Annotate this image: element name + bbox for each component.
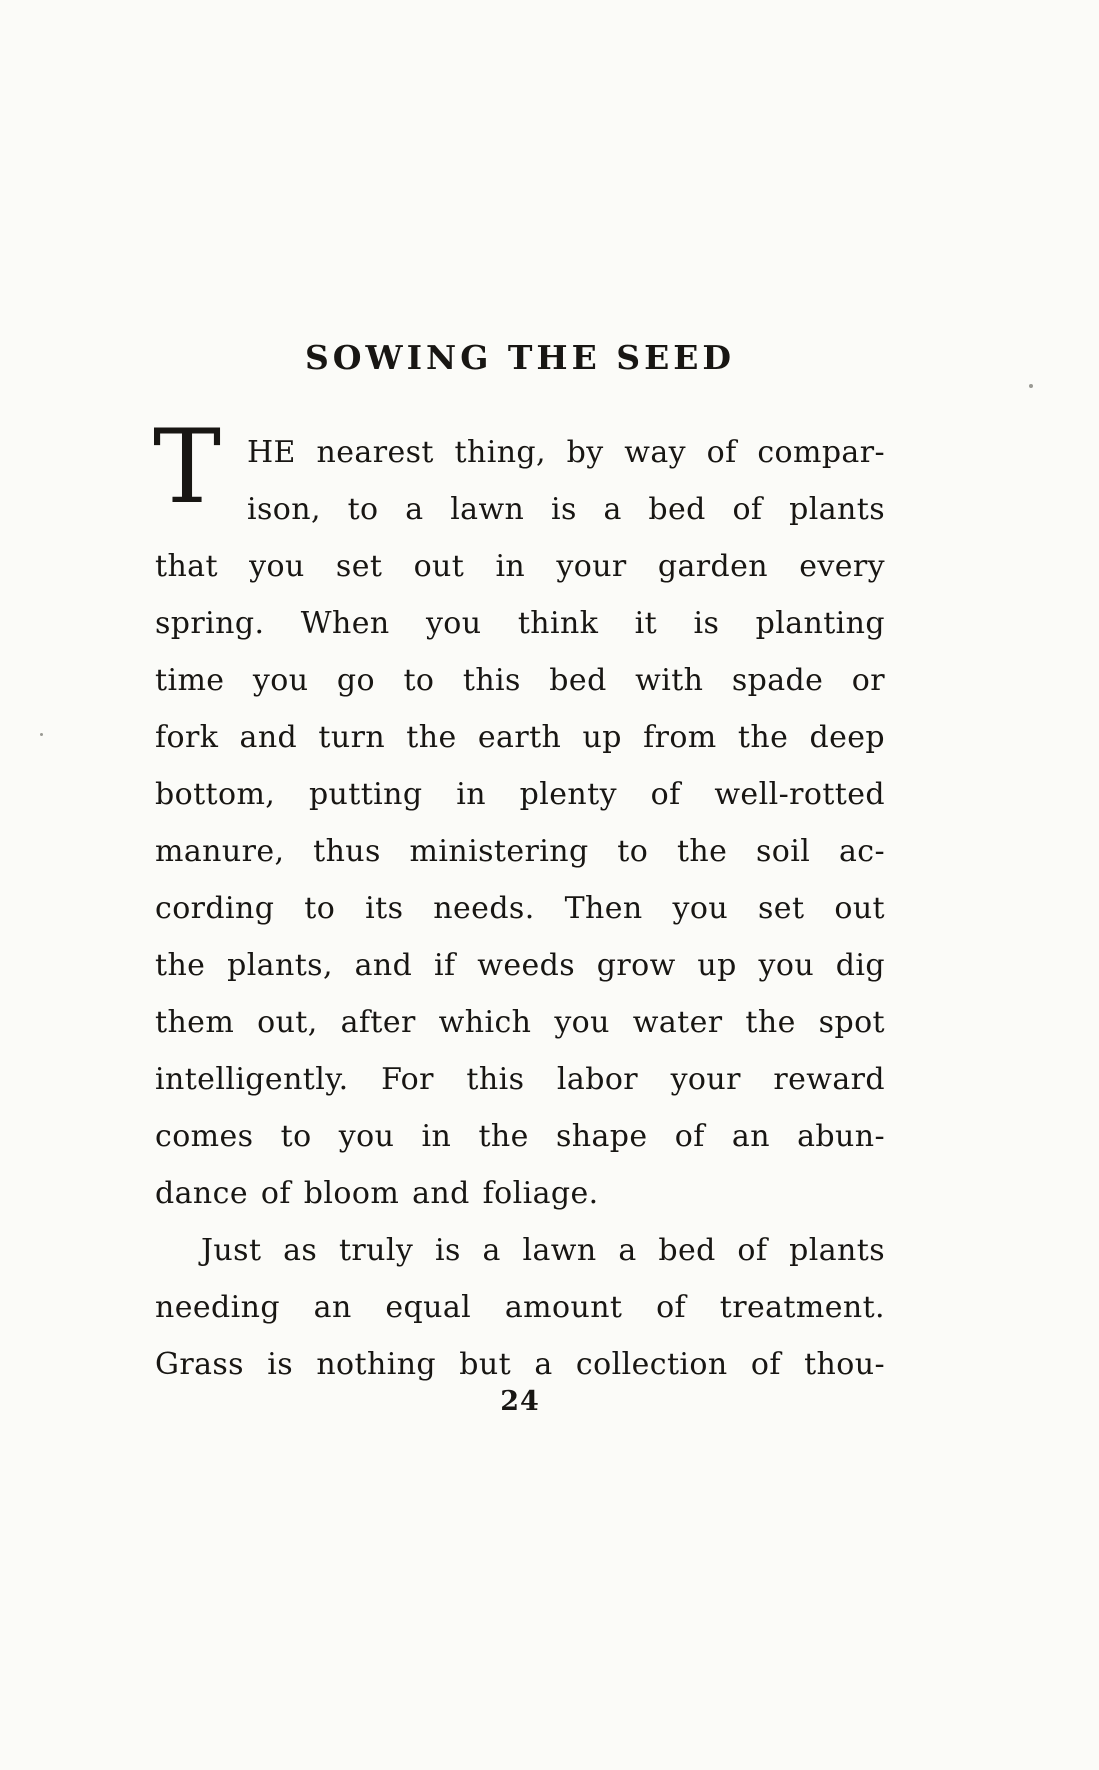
drop-cap-letter: T bbox=[153, 408, 222, 527]
text-line: fork and turn the earth up from the deep bbox=[155, 720, 885, 755]
text-line: that you set out in your garden every bbox=[155, 549, 885, 584]
page-number: 24 bbox=[500, 1386, 540, 1417]
text-line: HE nearest thing, by way of compar- bbox=[247, 435, 885, 470]
text-line: intelligently. For this labor your reward bbox=[155, 1062, 885, 1097]
chapter-title: SOWING THE SEED bbox=[304, 338, 736, 377]
text-line: comes to you in the shape of an abun- bbox=[155, 1119, 885, 1154]
body-text bbox=[153, 408, 885, 1393]
text-line: dance of bloom and foliage. bbox=[155, 1176, 599, 1211]
text-line: them out, after which you water the spot bbox=[155, 1005, 885, 1040]
text-line: cording to its needs. Then you set out bbox=[155, 891, 885, 926]
text-line: manure, thus ministering to the soil ac- bbox=[155, 834, 885, 869]
text-line: the plants, and if weeds grow up you dig bbox=[155, 948, 885, 983]
text-line: spring. When you think it is planting bbox=[155, 606, 885, 641]
text-line: needing an equal amount of treatment. bbox=[155, 1290, 885, 1325]
paragraph-2 bbox=[155, 1222, 885, 1393]
scan-speck bbox=[40, 733, 43, 736]
text-line: Grass is nothing but a collection of thou- bbox=[155, 1347, 885, 1382]
text-line: bottom, putting in plenty of well-rotted bbox=[155, 777, 885, 812]
text-line: time you go to this bed with spade or bbox=[155, 663, 885, 698]
text-line: ison, to a lawn is a bed of plants bbox=[247, 492, 885, 527]
scan-speck bbox=[1029, 384, 1033, 388]
paragraph-1 bbox=[153, 408, 885, 1222]
text-line: Just as truly is a lawn a bed of plants bbox=[201, 1233, 885, 1268]
